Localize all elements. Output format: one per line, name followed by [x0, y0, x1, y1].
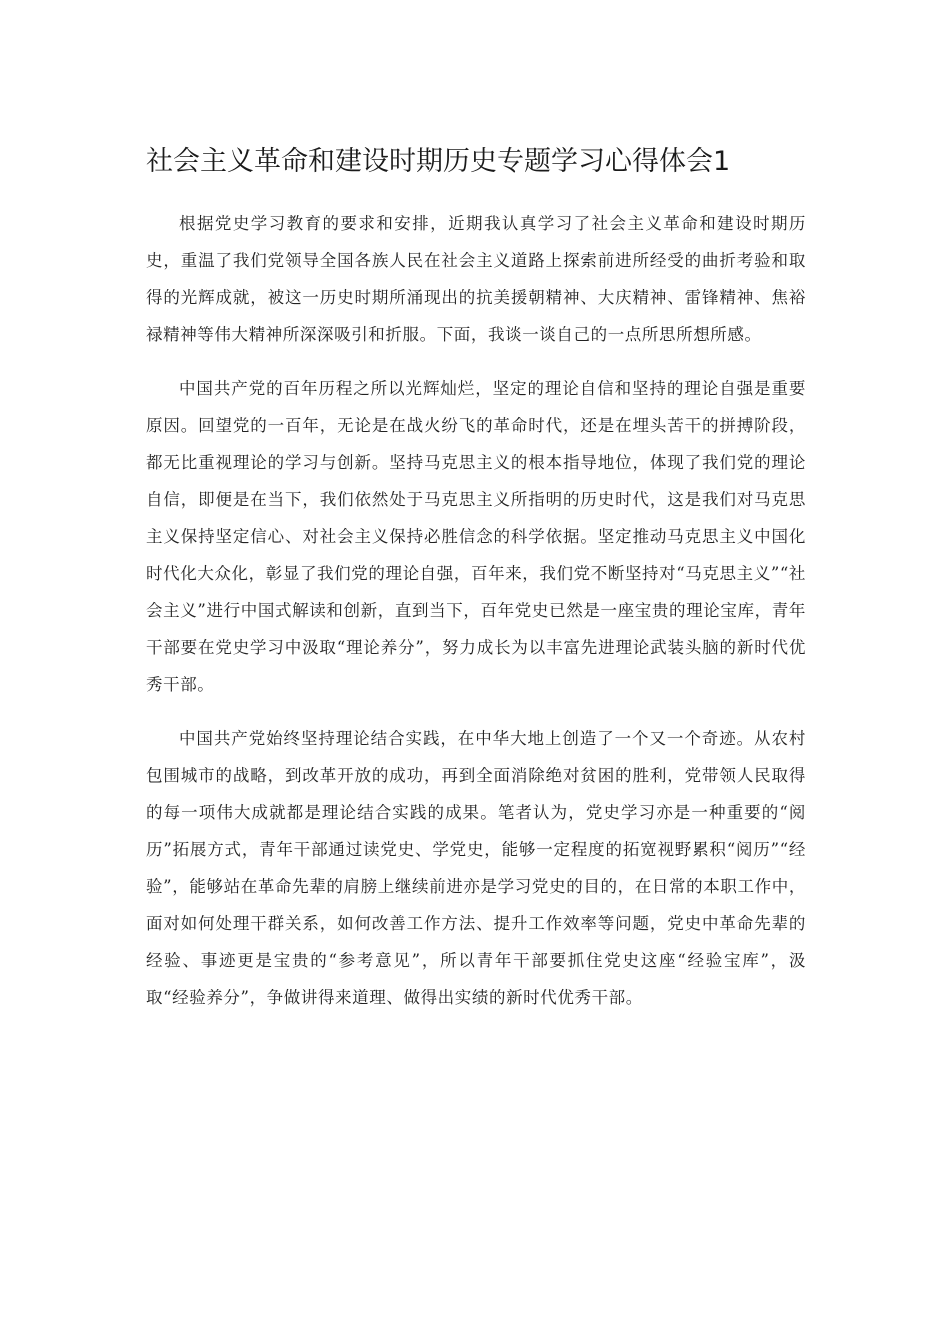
paragraph-1: 根据党史学习教育的要求和安排，近期我认真学习了社会主义革命和建设时期历史，重温了我们党领导全国各族人民在社会主义道路上探索前进所经受的曲折考验和取得的光辉成就，被这一历史时期所涌现出的抗美援朝精神、大庆精神、雷锋精神、焦裕禄精神等伟大精神所深深吸引和折服。下面，我谈一谈自己的一点所思所想所感。: [146, 214, 806, 344]
paragraph-2: 中国共产党的百年历程之所以光辉灿烂，坚定的理论自信和坚持的理论自强是重要原因。回望党的一百年，无论是在战火纷飞的革命时代，还是在埋头苦干的拼搏阶段，都无比重视理论的学习与创新。坚持马克思主义的根本指导地位，体现了我们党的理论自信，即便是在当下，我们依然处于马克思主义所指明的历史时代，这是我们对马克思主义保持坚定信心、对社会主义保持必胜信念的科学依据。坚定推动马克思主义中国化时代化大众化，彰显了我们党的理论自强，百年来，我们党不断坚持对“马克思主义”“社会主义”进行中国式解读和创新，直到当下，百年党史已然是一座宝贵的理论宝库，青年干部要在党史学习中汲取“理论养分”，努力成长为以丰富先进理论武装头脑的新时代优秀干部。: [146, 379, 806, 694]
document-body: [146, 205, 806, 1033]
paragraph-3: 中国共产党始终坚持理论结合实践，在中华大地上创造了一个又一个奇迹。从农村包围城市的战略，到改革开放的成功，再到全面消除绝对贫困的胜利，党带领人民取得的每一项伟大成就都是理论结合实践的成果。笔者认为，党史学习亦是一种重要的“阅历”拓展方式，青年干部通过读党史、学党史，能够一定程度的拓宽视野累积“阅历”“经验”，能够站在革命先辈的肩膀上继续前进亦是学习党史的目的，在日常的本职工作中，面对如何处理干群关系，如何改善工作方法、提升工作效率等问题，党史中革命先辈的经验、事迹更是宝贵的“参考意见”，所以青年干部要抓住党史这座“经验宝库”，汲取“经验养分”，争做讲得来道理、做得出实绩的新时代优秀干部。: [146, 729, 806, 1007]
page-title: 社会主义革命和建设时期历史专题学习心得体会1: [146, 146, 731, 177]
